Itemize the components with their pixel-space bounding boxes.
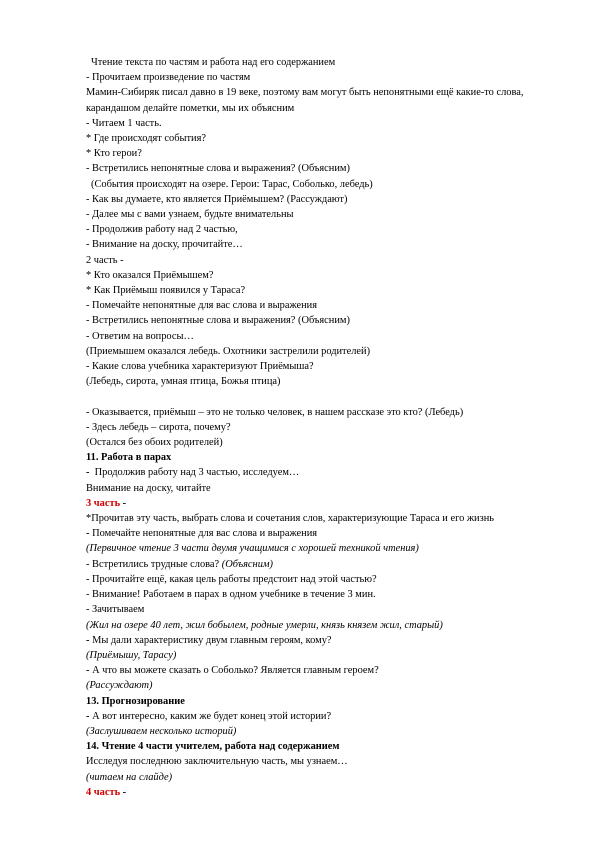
line-text: Продолжив работу над 3 частью, исследуем… [94, 467, 300, 479]
text-line [86, 465, 526, 480]
text-line: - Далее мы с вами узнаем, будьте внимательны [86, 209, 294, 221]
question-line: * Кто герои? [86, 148, 142, 160]
dash-marker: - [122, 786, 127, 798]
dash-marker: - [86, 467, 90, 479]
text-line: Внимание на доску, читайте [86, 482, 211, 494]
answer-line: (Приемышем оказался лебедь. Охотники застрелили родителей) [86, 345, 371, 357]
line-text: - Встретились трудные слова? [86, 558, 220, 570]
question-line: * Как Приёмыш появился у Тараса? [86, 285, 246, 297]
text-line [86, 526, 526, 541]
blank-line [86, 389, 526, 404]
answer-line: (Остался без обоих родителей) [86, 437, 223, 449]
question-line: * Где происходят события? [86, 133, 206, 145]
italic-note: (Жил на озере 40 лет, жил бобылем, родные умерли, князь князем жил, старый) [86, 619, 443, 631]
dash-marker: - [86, 634, 90, 646]
text-line: - Какие слова учебника характеризуют Приёмыша? [86, 361, 314, 373]
text-line: Мамин-Сибиряк писал давно в 19 веке, поэтому вам могут быть непонятными ещё какие-то слова, карандашом делайте пометки, мы их объясним [86, 87, 524, 114]
dash-marker: - [86, 665, 90, 677]
line-text: А что вы можете сказать о Соболько? Является главным героем? [92, 665, 379, 677]
italic-note: (Объясним) [221, 558, 273, 570]
intro-heading: Чтение текста по частям и работа над его содержанием [91, 57, 336, 68]
section-heading-14: 14. Чтение 4 части учителем, работа над содержанием [86, 741, 340, 753]
part-4-label [86, 785, 526, 800]
document-body [86, 55, 526, 800]
text-line [86, 633, 526, 648]
question-line: * Кто оказался Приёмышем? [86, 269, 214, 281]
text-line [86, 557, 526, 572]
italic-note: (Рассуждают) [86, 680, 153, 692]
part-2-label: 2 часть - [86, 254, 124, 266]
text-line: - Здесь лебедь – сирота, почему? [86, 421, 231, 433]
text-line: - Прочитайте ещё, какая цель работы предстоит над этой частью? [86, 573, 377, 585]
text-line: - Зачитываем [86, 604, 145, 616]
text-line: - Прочитаем произведение по частям [86, 72, 251, 84]
dash-marker: - [86, 710, 90, 722]
text-line: *Прочитав эту часть, выбрать слова и сочетания слов, характеризующие Тараса и его жизнь [86, 513, 495, 525]
italic-note: (Приёмышу, Тарасу) [86, 649, 177, 661]
section-heading-11: 11. Работа в парах [86, 452, 172, 464]
italic-note: (Заслушиваем несколько историй) [86, 725, 237, 737]
text-line: - Оказывается, приёмыш – это не только человек, в нашем рассказе это кто? (Лебедь) [86, 406, 464, 418]
dash-marker: - [122, 497, 127, 509]
line-text: Помечайте непонятные для вас слова и выражения [92, 528, 318, 540]
text-line: - Ответим на вопросы… [86, 330, 194, 342]
line-text: Мы дали характеристику двум главным героям, кому? [92, 634, 332, 646]
line-text: А вот интересно, каким же будет конец этой истории? [92, 710, 332, 722]
part-4-title: 4 часть [86, 786, 121, 798]
text-line: - Как вы думаете, кто является Приёмышем? (Рассуждают) [86, 193, 348, 205]
text-line: - Помечайте непонятные для вас слова и выражения [86, 300, 318, 312]
dash-marker: - [86, 528, 90, 540]
answer-line: (События происходят на озере. Герои: Тарас, Соболько, лебедь) [91, 178, 373, 190]
text-line: Исследуя последнюю заключительную часть, мы узнаем… [86, 756, 348, 768]
text-line: - Встретились непонятные слова и выражения? (Объясним) [86, 315, 350, 327]
text-line: - Внимание на доску, прочитайте… [86, 239, 243, 251]
text-line: - Читаем 1 часть. [86, 117, 162, 129]
text-line [86, 663, 526, 678]
answer-line: (Лебедь, сирота, умная птица, Божья птица) [86, 376, 281, 388]
text-line: - Встретились непонятные слова и выражения? (Объясним) [86, 163, 350, 175]
text-line [86, 709, 526, 724]
text-line: - Продолжив работу над 2 частью, [86, 224, 238, 236]
italic-note: (читаем на слайде) [86, 771, 173, 783]
text-line: - Внимание! Работаем в парах в одном учебнике в течение 3 мин. [86, 589, 376, 601]
part-3-title: 3 часть [86, 497, 121, 509]
italic-note: (Первичное чтение 3 части двумя учащимися с хорошей техникой чтения) [86, 543, 419, 555]
part-3-label [86, 496, 526, 511]
section-heading-13: 13. Прогнозирование [86, 695, 185, 707]
